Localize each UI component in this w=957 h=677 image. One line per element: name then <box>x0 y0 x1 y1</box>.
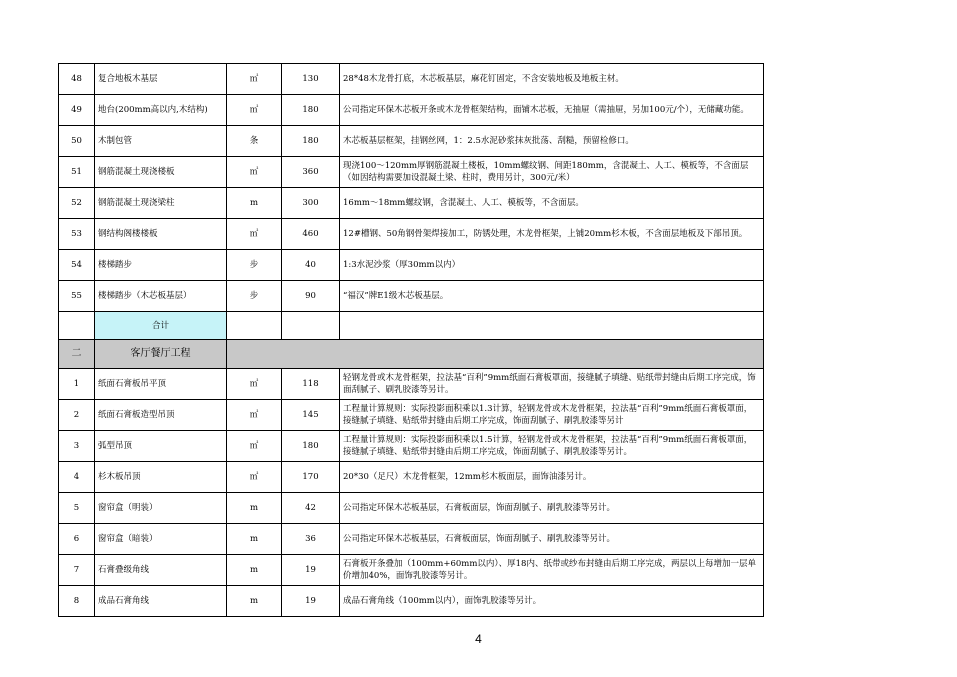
item-unit: ㎡ <box>227 219 282 250</box>
item-description: 成品石膏角线（100mm以内），面饰乳胶漆等另计。 <box>340 586 764 617</box>
item-price: 460 <box>282 219 340 250</box>
item-description: 公司指定环保木芯板开条或木龙骨框架结构，面铺木芯板，无抽屉（需抽屉，另加100元/个），无储藏功能。 <box>340 95 764 126</box>
item-name: 钢筋混凝土现浇梁柱 <box>95 188 227 219</box>
item-unit: ㎡ <box>227 462 282 493</box>
item-description: 轻钢龙骨或木龙骨框架，拉法基“百利”9mm纸面石膏板罩面，接缝腻子填缝、贴纸带封缝由后期工序完成，饰面刮腻子、刷乳胶漆等另计。 <box>340 369 764 400</box>
item-name: 楼梯踏步 <box>95 250 227 281</box>
item-price: 19 <box>282 586 340 617</box>
section-header-row <box>59 340 764 369</box>
item-price: 170 <box>282 462 340 493</box>
item-description: 12#槽钢、50角钢骨架焊接加工，防锈处理，木龙骨框架，上铺20mm杉木板，不含面层地板及下部吊顶。 <box>340 219 764 250</box>
item-price: 40 <box>282 250 340 281</box>
item-description: 木芯板基层框架，挂钢丝网，1：2.5水泥砂浆抹灰批荡、刮糙，预留检修口。 <box>340 126 764 157</box>
item-price: 180 <box>282 431 340 462</box>
item-name: 钢结构阁楼楼板 <box>95 219 227 250</box>
quotation-table <box>58 63 764 617</box>
item-description: 公司指定环保木芯板基层，石膏板面层，饰面刮腻子、刷乳胶漆等另计。 <box>340 493 764 524</box>
section-title: 客厅餐厅工程 <box>95 340 227 369</box>
total-label: 合计 <box>95 312 227 340</box>
item-price: 180 <box>282 95 340 126</box>
item-unit: 步 <box>227 250 282 281</box>
item-unit: m <box>227 555 282 586</box>
item-number: 54 <box>59 250 95 281</box>
item-unit: ㎡ <box>227 157 282 188</box>
table-row <box>59 586 764 617</box>
item-name: 纸面石膏板吊平顶 <box>95 369 227 400</box>
item-unit: m <box>227 586 282 617</box>
table-row <box>59 281 764 312</box>
table-row <box>59 369 764 400</box>
item-price: 90 <box>282 281 340 312</box>
table-row <box>59 555 764 586</box>
item-price: 360 <box>282 157 340 188</box>
item-price: 19 <box>282 555 340 586</box>
item-price: 118 <box>282 369 340 400</box>
item-description: 现浇100～120mm厚钢筋混凝土楼板，10mm螺纹钢、间距180mm，含混凝土、人工、模板等，不含面层（如因结构需要加设混凝土梁、柱时，费用另计，300元/米） <box>340 157 764 188</box>
total-desc-cell <box>340 312 764 340</box>
total-num-cell <box>59 312 95 340</box>
table-row <box>59 524 764 555</box>
item-name: 成品石膏角线 <box>95 586 227 617</box>
item-name: 窗帘盒（暗装） <box>95 524 227 555</box>
table-body-section-1 <box>59 64 764 312</box>
table-row <box>59 493 764 524</box>
table-row <box>59 157 764 188</box>
item-number: 5 <box>59 493 95 524</box>
item-number: 7 <box>59 555 95 586</box>
item-number: 55 <box>59 281 95 312</box>
item-number: 50 <box>59 126 95 157</box>
total-qty-cell <box>282 312 340 340</box>
table-row <box>59 95 764 126</box>
item-price: 36 <box>282 524 340 555</box>
item-number: 6 <box>59 524 95 555</box>
item-description: 28*48木龙骨打底，木芯板基层，麻花钉固定，不含安装地板及地板主材。 <box>340 64 764 95</box>
item-price: 300 <box>282 188 340 219</box>
item-name: 楼梯踏步（木芯板基层） <box>95 281 227 312</box>
table-row <box>59 462 764 493</box>
item-price: 130 <box>282 64 340 95</box>
item-number: 53 <box>59 219 95 250</box>
table-row <box>59 400 764 431</box>
total-unit-cell <box>227 312 282 340</box>
item-description: 16mm～18mm螺纹钢，含混凝土、人工、模板等，不含面层。 <box>340 188 764 219</box>
item-number: 1 <box>59 369 95 400</box>
item-name: 窗帘盒（明装） <box>95 493 227 524</box>
item-unit: ㎡ <box>227 400 282 431</box>
item-unit: ㎡ <box>227 369 282 400</box>
item-unit: 条 <box>227 126 282 157</box>
item-unit: ㎡ <box>227 95 282 126</box>
item-description: 公司指定环保木芯板基层，石膏板面层，饰面刮腻子、刷乳胶漆等另计。 <box>340 524 764 555</box>
item-unit: ㎡ <box>227 64 282 95</box>
item-number: 3 <box>59 431 95 462</box>
item-price: 180 <box>282 126 340 157</box>
table-body-section-2 <box>59 369 764 617</box>
item-description: 石膏板开条叠加（100mm+60mm以内）、厚18内、纸带或纱布封缝由后期工序完成，两层以上每增加一层单价增加40%，面饰乳胶漆等另计。 <box>340 555 764 586</box>
table-row <box>59 188 764 219</box>
item-number: 8 <box>59 586 95 617</box>
item-name: 杉木板吊顶 <box>95 462 227 493</box>
item-number: 49 <box>59 95 95 126</box>
item-description: 1:3水泥沙浆（厚30mm以内） <box>340 250 764 281</box>
section-number: 二 <box>59 340 95 369</box>
item-unit: ㎡ <box>227 431 282 462</box>
item-unit: m <box>227 188 282 219</box>
item-unit: m <box>227 524 282 555</box>
section-filler <box>227 340 764 369</box>
item-number: 2 <box>59 400 95 431</box>
item-number: 4 <box>59 462 95 493</box>
item-description: 工程量计算规则：实际投影面积乘以1.5计算，轻钢龙骨或木龙骨框架，拉法基“百利”9mm纸面石膏板罩面，接缝腻子填缝、贴纸带封缝由后期工序完成，饰面刮腻子、刷乳胶漆等另计。 <box>340 431 764 462</box>
item-number: 48 <box>59 64 95 95</box>
item-price: 145 <box>282 400 340 431</box>
table-total-body <box>59 312 764 369</box>
page-number: 4 <box>475 632 482 646</box>
item-price: 42 <box>282 493 340 524</box>
item-name: 石膏叠级角线 <box>95 555 227 586</box>
item-unit: 步 <box>227 281 282 312</box>
item-name: 钢筋混凝土现浇楼板 <box>95 157 227 188</box>
item-name: 地台(200mm高以内,木结构) <box>95 95 227 126</box>
total-row <box>59 312 764 340</box>
item-description: 20*30（足尺）木龙骨框架，12mm杉木板面层，面饰油漆另计。 <box>340 462 764 493</box>
item-name: 弧型吊顶 <box>95 431 227 462</box>
table-row <box>59 64 764 95</box>
item-name: 木制包管 <box>95 126 227 157</box>
item-description: 工程量计算规则：实际投影面积乘以1.3计算，轻钢龙骨或木龙骨框架，拉法基“百利”9mm纸面石膏板罩面，接缝腻子填缝、贴纸带封缝由后期工序完成，饰面刮腻子、刷乳胶漆等另计 <box>340 400 764 431</box>
table-row <box>59 250 764 281</box>
item-unit: m <box>227 493 282 524</box>
item-number: 52 <box>59 188 95 219</box>
table-row <box>59 431 764 462</box>
item-name: 复合地板木基层 <box>95 64 227 95</box>
table-row <box>59 126 764 157</box>
item-name: 纸面石膏板造型吊顶 <box>95 400 227 431</box>
item-number: 51 <box>59 157 95 188</box>
table-row <box>59 219 764 250</box>
item-description: “福汉”牌E1级木芯板基层。 <box>340 281 764 312</box>
